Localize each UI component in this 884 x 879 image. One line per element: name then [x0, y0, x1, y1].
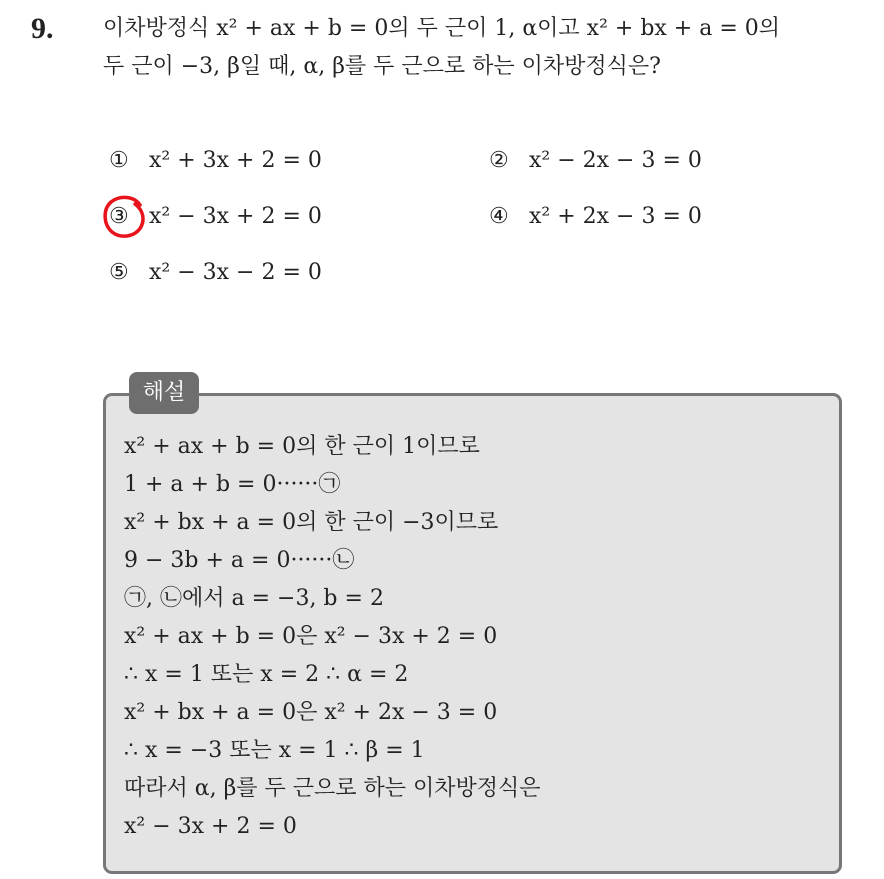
choice-3-mark: ③: [109, 204, 129, 229]
solution-lines: [124, 428, 541, 846]
choice-2-mark: ②: [489, 148, 509, 173]
choice-4-mark: ④: [489, 204, 509, 229]
answer-circle-mark: [100, 193, 146, 239]
solution-line: x² + bx + a = 0은 x² + 2x − 3 = 0: [124, 700, 498, 725]
solution-line: x² + ax + b = 0의 한 근이 1이므로: [124, 434, 480, 459]
choice-5-mark: ⑤: [109, 260, 129, 285]
choice-1-text: x² + 3x + 2 = 0: [149, 148, 322, 173]
choice-2-text: x² − 2x − 3 = 0: [529, 148, 702, 173]
solution-tag: 해설: [129, 372, 199, 414]
solution-line: x² + ax + b = 0은 x² − 3x + 2 = 0: [124, 624, 498, 649]
choice-4[interactable]: [489, 202, 702, 232]
solution-line: ∴ x = 1 또는 x = 2 ∴ α = 2: [124, 662, 409, 687]
choice-1-mark: ①: [109, 148, 129, 173]
solution-line: 따라서 α, β를 두 근으로 하는 이차방정식은: [124, 776, 541, 801]
choice-5-text: x² − 3x − 2 = 0: [149, 260, 322, 285]
solution-line: 9 − 3b + a = 0······㉡: [124, 548, 355, 573]
solution-line: x² − 3x + 2 = 0: [124, 814, 297, 839]
choice-5[interactable]: [109, 258, 322, 288]
solution-line: ㉠, ㉡에서 a = −3, b = 2: [124, 586, 384, 611]
question-text-line-1: 이차방정식 x² + ax + b = 0의 두 근이 1, α이고 x² + bx + a = 0의: [103, 16, 781, 41]
solution-line: 1 + a + b = 0······㉠: [124, 472, 341, 497]
choice-1[interactable]: [109, 146, 322, 176]
question-text-line-2: 두 근이 −3, β일 때, α, β를 두 근으로 하는 이차방정식은?: [103, 54, 661, 79]
question-number: 9.: [31, 12, 54, 45]
choice-3-text: x² − 3x + 2 = 0: [149, 204, 322, 229]
choice-4-text: x² + 2x − 3 = 0: [529, 204, 702, 229]
solution-line: x² + bx + a = 0의 한 근이 −3이므로: [124, 510, 499, 535]
solution-line: ∴ x = −3 또는 x = 1 ∴ β = 1: [124, 738, 425, 763]
choice-2[interactable]: [489, 146, 702, 176]
